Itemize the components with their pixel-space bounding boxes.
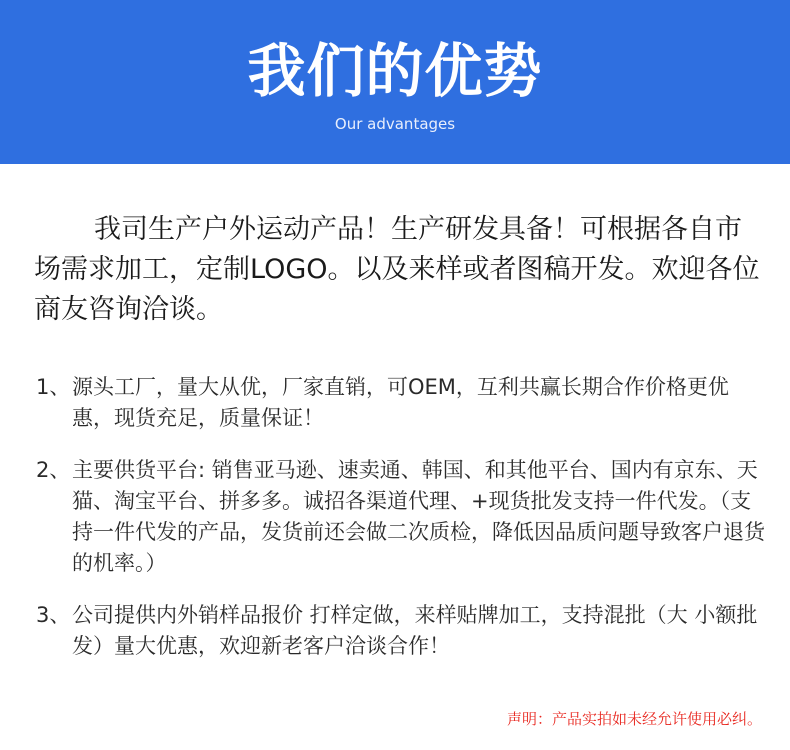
advantage-text: 源头工厂，量大从优，厂家直销，可OEM，互利共赢长期合作价格更优惠，现货充足，质量保证！ [72,375,729,430]
advantage-number: 1、 [36,375,71,399]
advantage-item [36,372,766,434]
advantage-text: 主要供货平台: 销售亚马逊、速卖通、韩国、和其他平台、国内有京东、天猫、淘宝平台、拼多多。诚招各渠道代理、+现货批发支持一件代发。（支持一件代发的产品，发货前还会做二次质检，降低因品质问题导致客户退货的机率。） [72,458,765,575]
page-subtitle: Our advantages [334,115,456,133]
copyright-notice: 声明：产品实拍如未经允许使用必纠。 [506,710,762,728]
page-title: 我们的优势 [247,37,543,105]
advantage-number: 2、 [36,458,71,482]
advantage-number: 3、 [36,603,71,627]
advantage-item [36,455,766,579]
intro-paragraph: 我司生产户外运动产品！生产研发具备！可根据各自市场需求加工，定制LOGO。以及来样或者图稿开发。欢迎各位商友咨询洽谈。 [34,214,760,325]
header-banner [0,0,790,164]
advantage-item [36,600,766,662]
advantages-list [36,372,766,683]
advantage-text: 公司提供内外销样品报价 打样定做，来样贴牌加工，支持混批（大 小额批发）量大优惠，欢迎新老客户洽谈合作！ [72,603,758,658]
